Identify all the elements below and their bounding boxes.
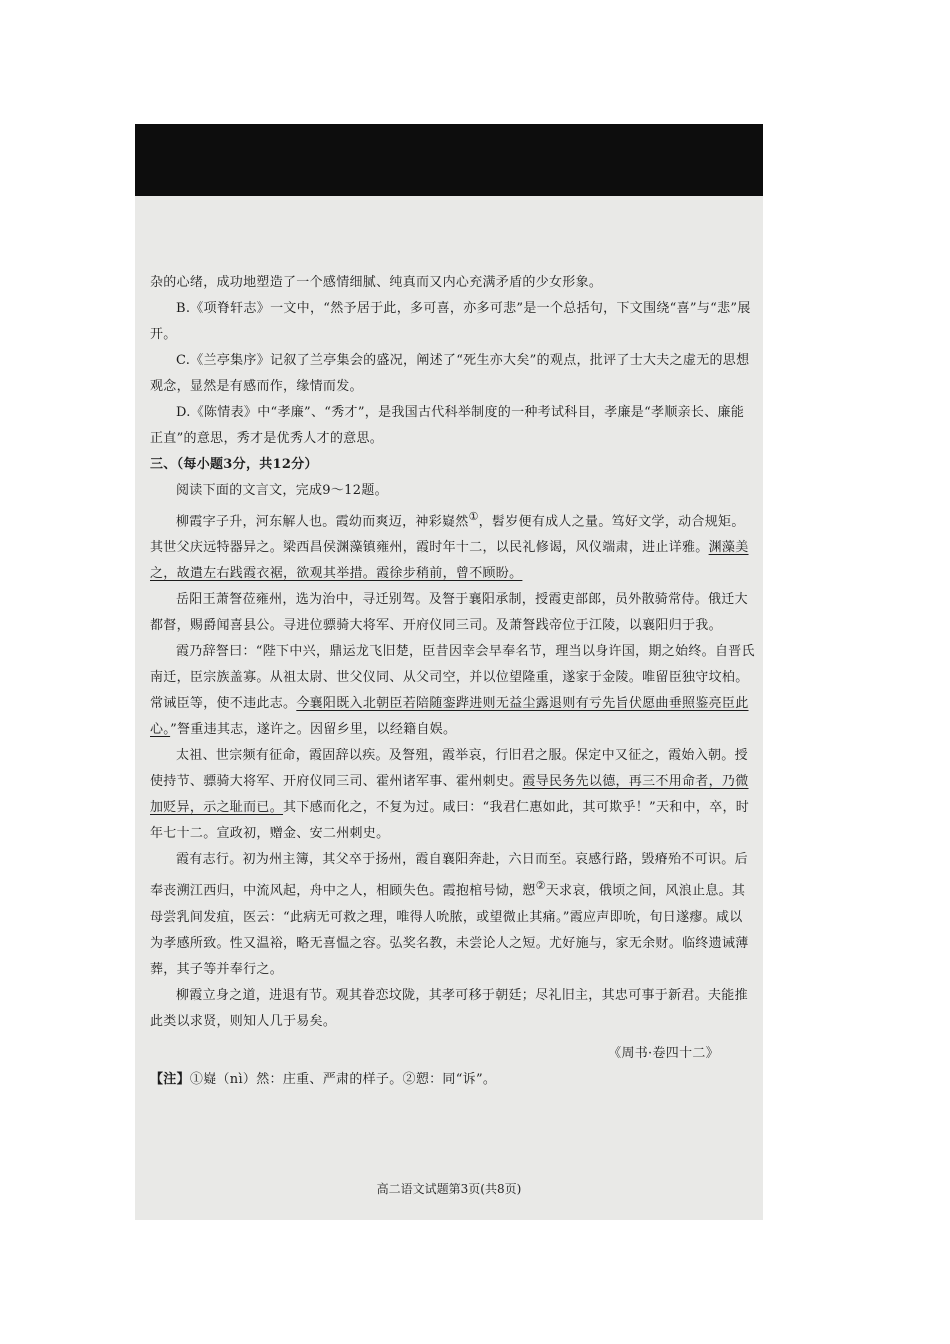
text-span: 天求哀，俄顷之间，风浪止息。其母尝乳间发疽，医云：“此病无可救之理，唯得人吮脓，或望微止其痛。”霞应声即吮，旬日遂瘳。咸以为孝感所致。性又温裕，略无喜愠之容。弘奖名教，未尝论人之短。尤好施与，家无余财。临终遗诫薄葬，其子等并奉行之。 <box>150 883 749 977</box>
text-span: 霞乃辞詧曰：“陛下中兴，鼎运龙飞旧楚，臣昔因幸会早奉名节，理当以身许国，期之始终。自晋氏南迁，臣宗族盖寡。从祖太尉、世父仪同、从父司空，并以位望隆重，遂家于金陵。唯留臣独守坟柏。常诫臣等，使不违此志。 <box>150 644 755 712</box>
footnote-marker: ② <box>535 879 546 893</box>
passage-paragraph-6: 柳霞立身之道，进退有节。观其眷恋坟陇，其孝可移于朝廷；尽礼旧主，其忠可事于新君。夫能推此类以求贤，则知人几于易矣。 <box>150 987 748 1029</box>
passage-paragraph-3 <box>150 639 755 743</box>
option-c: C.《兰亭集序》记叙了兰亭集会的盛况，阐述了“死生亦大矣”的观点，批评了士大夫之虚无的思想观念，显然是有感而作，缘情而发。 <box>150 353 750 394</box>
underlined-sentence: 渊藻美之，故遣左右践霞衣裾，欲观其举措。霞徐步稍前，曾不顾盼。 <box>150 540 749 582</box>
underlined-sentence: 今襄阳既入北朝臣若陪随銮跸进则无益尘露退则有亏先旨伏愿曲垂照鉴亮臣此心。 <box>150 696 749 738</box>
option-b: B.《项脊轩志》一文中，“然予居于此，多可喜，亦多可悲”是一个总括句，下文围绕“喜”与“悲”展开。 <box>150 301 751 342</box>
passage-paragraph-4 <box>150 743 755 847</box>
page-content <box>150 270 755 1093</box>
text-span: 霞有志行。初为州主簿，其父卒于扬州，霞自襄阳奔赴，六日而至。哀感行路，毁瘠殆不可识。后奉丧溯江西归，中流风起，舟中之人，相顾失色。霞抱棺号恸，愬 <box>150 852 748 899</box>
option-a-continuation: 杂的心绪，成功地塑造了一个感情细腻、纯真而又内心充满矛盾的少女形象。 <box>150 275 603 290</box>
option-d: D.《陈情表》中“孝廉”、“秀才”，是我国古代科举制度的一种考试科目，孝廉是“孝顺亲长、廉能正直”的意思，秀才是优秀人才的意思。 <box>150 405 745 446</box>
underlined-sentence: 霞导民务先以德，再三不用命者，乃微加贬异，示之耻而已。 <box>150 774 749 816</box>
text-span: 太祖、世宗频有征命，霞固辞以疾。及詧殂，霞举哀，行旧君之服。保定中又征之，霞始入朝。授使持节、骠骑大将军、开府仪同三司、霍州诸军事、霍州刺史。 <box>150 748 748 790</box>
passage-paragraph-1 <box>150 504 755 587</box>
passage-paragraph-5 <box>150 847 755 982</box>
page-footer: 高二语文试题第3页(共8页) <box>376 1182 522 1196</box>
exam-page <box>135 124 763 1220</box>
text-span: ，髫岁便有成人之量。笃好文学，动合规矩。其世父庆远特器异之。梁西昌侯渊藻镇雍州，霞时年十二，以民礼修谒，风仪端肃，进止详雅。 <box>150 514 745 556</box>
note-tag: 【注】 <box>150 1071 190 1087</box>
passage-paragraph-2: 岳阳王萧詧莅雍州，选为治中，寻迁别驾。及詧于襄阳承制，授霞吏部郎，员外散骑常侍。俄迁大都督，赐爵闻喜县公。寻进位骠骑大将军、开府仪同三司。及萧詧践帝位于江陵，以襄阳归于我。 <box>150 592 748 634</box>
text-span: ”詧重违其志，遂许之。因留乡里，以经籍自娱。 <box>170 722 457 738</box>
text-span: 其下感而化之，不复为过。咸曰：“我君仁惠如此，其可欺乎！”天和中，卒，时年七十二。宣政初，赠金、安二州刺史。 <box>150 800 750 842</box>
black-header-bar <box>135 124 763 196</box>
section-instruction: 阅读下面的文言文，完成9～12题。 <box>176 483 388 498</box>
annotation-note <box>150 1067 755 1093</box>
note-text: ①嶷（nì）然：庄重、严肃的样子。②愬：同“诉”。 <box>189 1071 497 1087</box>
text-span: 柳霞字子升，河东解人也。霞幼而爽迈，神彩嶷然 <box>176 514 469 530</box>
passage-source: 《周书·卷四十二》 <box>608 1045 719 1061</box>
footnote-marker: ① <box>468 510 479 523</box>
section-heading: 三、（每小题3分，共12分） <box>150 457 318 472</box>
